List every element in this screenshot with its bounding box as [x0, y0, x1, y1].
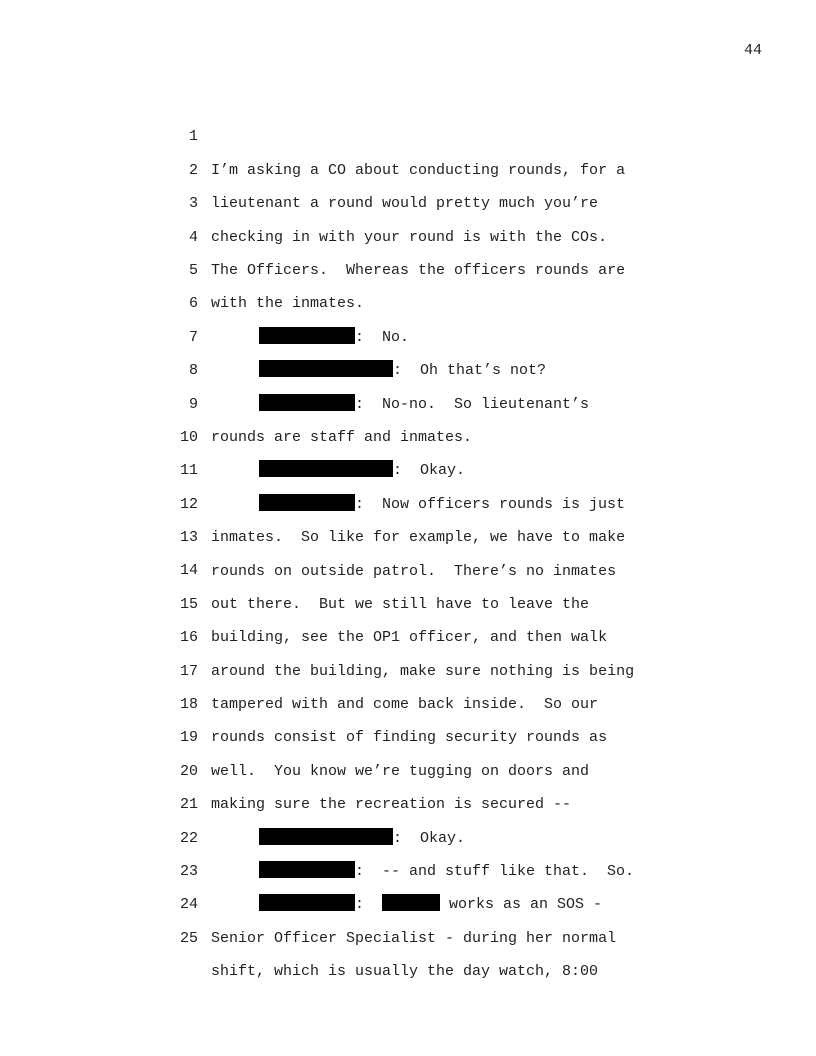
line-text: : Okay.: [393, 462, 466, 480]
line-text: well. You know we’re tugging on doors and: [211, 762, 590, 780]
line-number: 10: [179, 428, 198, 446]
line-text: out there. But we still have to leave the: [211, 595, 590, 613]
transcript: [0, 87, 816, 981]
line-number: 3: [188, 195, 198, 213]
line-text: : Now officers rounds is just: [355, 495, 626, 513]
line-number: 23: [179, 863, 198, 880]
line-text: shift, which is usually the day watch, 8:00: [211, 963, 599, 981]
line-text: rounds on outside patrol. There’s no inmates: [211, 562, 617, 580]
line-number: 15: [179, 595, 198, 613]
line-number: 18: [179, 696, 198, 714]
line-text: : Oh that’s not?: [393, 362, 547, 380]
line-text: checking in with your round is with the COs.: [211, 228, 608, 246]
line-number: 5: [188, 261, 198, 279]
line-number: 16: [179, 629, 198, 647]
line-text: The Officers. Whereas the officers rounds are: [211, 261, 626, 279]
line-text: making sure the recreation is secured --: [211, 796, 572, 814]
line-number: 22: [179, 829, 198, 847]
page-number: 44: [743, 42, 762, 59]
line-text: rounds consist of finding security rounds as: [211, 729, 608, 747]
line-number: 9: [188, 395, 198, 413]
line-number: 24: [179, 896, 198, 914]
line-text: : Okay.: [393, 829, 466, 847]
line-text: : No.: [355, 328, 410, 346]
line-number: 21: [179, 796, 198, 814]
line-number: 20: [179, 762, 198, 780]
line-text: around the building, make sure nothing is being: [211, 662, 635, 680]
line-number: 19: [179, 729, 198, 747]
line-text: rounds are staff and inmates.: [211, 428, 473, 446]
line-text: : No-no. So lieutenant’s: [355, 395, 590, 413]
line-number: 1: [188, 128, 198, 146]
line-number: 7: [188, 328, 198, 346]
line-text: I’m asking a CO about conducting rounds, for a: [211, 161, 626, 179]
line-number: 11: [179, 462, 198, 480]
transcript-line: [0, 287, 816, 380]
line-number: 8: [188, 362, 198, 380]
line-text: building, see the OP1 officer, and then walk: [211, 629, 608, 647]
line-text: inmates. So like for example, we have to make: [211, 529, 626, 547]
line-number: 12: [179, 495, 198, 513]
line-text: lieutenant a round would pretty much you’re: [211, 195, 599, 213]
line-number: 4: [188, 228, 198, 246]
line-number: 17: [179, 662, 198, 680]
line-text: works as an SOS -: [440, 896, 603, 914]
line-text: with the inmates.: [211, 295, 365, 313]
line-number: 25: [179, 929, 198, 947]
line-text: tampered with and come back inside. So our: [211, 696, 599, 714]
line-text: Senior Officer Specialist - during her normal: [211, 929, 617, 947]
line-text: : -- and stuff like that. So.: [355, 863, 635, 881]
line-text: :: [355, 896, 383, 914]
transcript-line: [0, 87, 816, 179]
line-number: 6: [188, 295, 198, 313]
line-number: 14: [179, 562, 198, 580]
line-number: 2: [188, 161, 198, 179]
line-number: 13: [179, 529, 198, 547]
